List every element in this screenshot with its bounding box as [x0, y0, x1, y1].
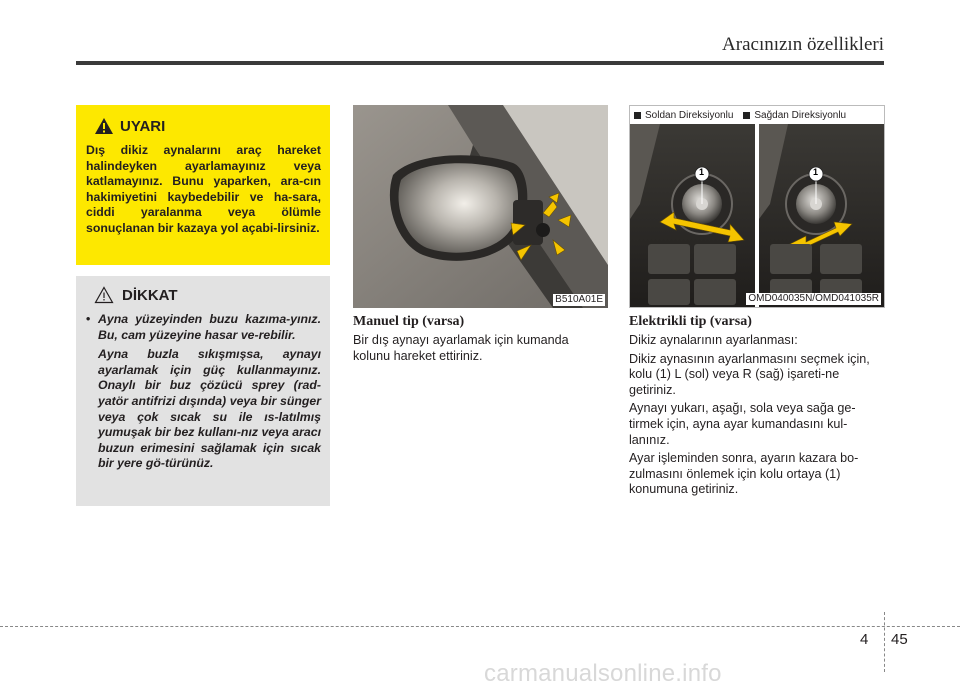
legend-item-right: [741, 110, 846, 121]
electric-mirror-illustration: [630, 124, 885, 308]
legend-square-icon: [743, 112, 750, 119]
warning-text: Dış dikiz aynalarını araç hareket halindeyken ayarlamayınız veya katlamayınız. Bunu yaparken, ara-cın hakimiyetini kaybedebilir ve ha-sara, ciddi yaralanma veya ölümle sonuçlanan bir kazaya yol açabi-lirsiniz.: [86, 143, 321, 235]
legend-square-icon: [634, 112, 641, 119]
manual-paragraph: Bir dış aynayı ayarlamak için kumanda kolunu hareket ettiriniz.: [353, 333, 569, 363]
warning-triangle-icon: [94, 117, 114, 135]
legend-right-label: Sağdan Direksiyonlu: [754, 109, 847, 121]
footer-divider: [884, 612, 885, 672]
electric-mirror-image: [629, 105, 885, 308]
caution-header: [94, 286, 321, 304]
warning-title: UYARI: [120, 117, 166, 135]
caution-paragraph-2: Ayna buzla sıkışmışsa, aynayı ayarlamak için güç kullanmayınız. Onaylı bir buz çözücü sprey (rad-yatör antifrizi dışında) veya bir sünger veya çok sıcak su ile ıs-latılmış yumuşak bir bez kullanı-nız veya aracı buzun erimesini sağlamak için sıcak bir yere gö-türünüz.: [98, 347, 321, 471]
chapter-number: 4: [860, 631, 869, 648]
image-legend: [630, 106, 884, 124]
header-rule: [76, 61, 884, 65]
manual-image-code: B510A01E: [555, 294, 603, 305]
electric-paragraph-3: Aynayı yukarı, aşağı, sola veya sağa ge-tirmek için, ayna ayar kumandasını kul-lanınız.: [629, 401, 856, 447]
callout-label-1-right: 1: [813, 167, 819, 177]
caution-body: [98, 312, 321, 472]
caution-item: [86, 312, 321, 472]
warning-header: [94, 117, 321, 135]
legend-left-label: Soldan Direksiyonlu: [645, 109, 734, 121]
legend-item-left: [632, 110, 733, 121]
watermark: carmanualsonline.info: [484, 660, 722, 685]
electric-section-text: [629, 333, 885, 498]
manual-mirror-image: [353, 105, 608, 308]
warning-box: [76, 105, 330, 265]
manual-section-text: [353, 333, 608, 364]
caution-paragraph-1: Ayna yüzeyinden buzu kazıma-yınız. Bu, cam yüzeyine hasar ve-rebilir.: [98, 312, 321, 342]
caution-title: DİKKAT: [122, 286, 178, 304]
electric-paragraph-2: Dikiz aynasının ayarlanmasını seçmek için, kolu (1) L (sol) veya R (sağ) işareti-ne getiriniz.: [629, 351, 870, 397]
page-number: 45: [891, 631, 908, 648]
caution-triangle-icon: [94, 286, 114, 304]
caution-box: [76, 276, 330, 506]
footer-rule: [0, 626, 960, 627]
callout-label-1-left: 1: [699, 167, 705, 177]
electric-paragraph-1: Dikiz aynalarının ayarlanması:: [629, 333, 798, 347]
electric-image-code: OMD040035N/OMD041035R: [748, 293, 879, 304]
electric-paragraph-4: Ayar işleminden sonra, ayarın kazara bo-zulmasını önlemek için kolu ortaya (1) konumuna getiriniz.: [629, 451, 859, 497]
electric-section-title: Elektrikli tip (varsa): [629, 314, 752, 329]
manual-mirror-illustration: [353, 105, 608, 308]
manual-section-title: Manuel tip (varsa): [353, 314, 465, 329]
bullet: •: [86, 312, 91, 326]
page-header-title: Aracınızın özellikleri: [722, 34, 884, 55]
